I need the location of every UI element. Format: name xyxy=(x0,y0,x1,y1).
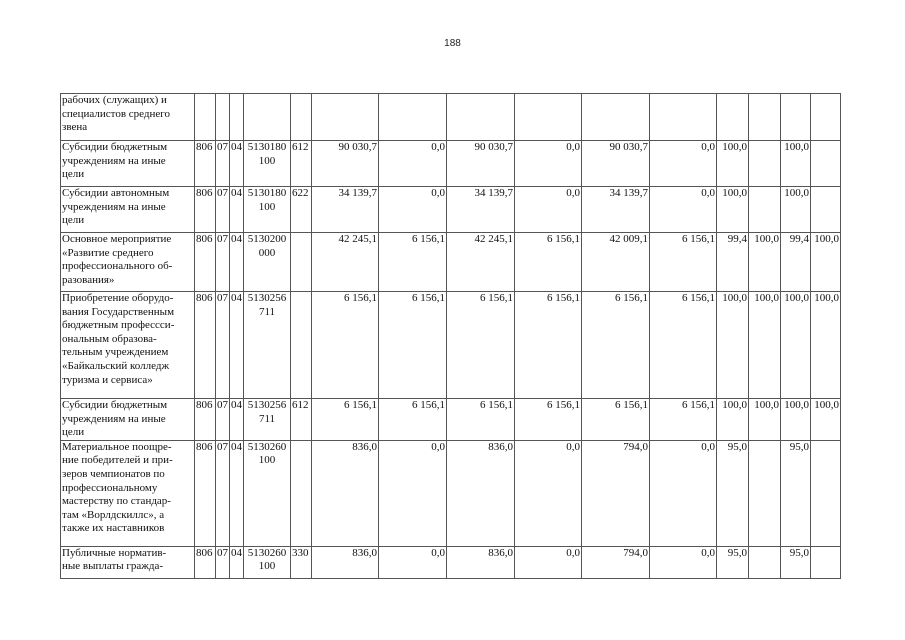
section-code-cell: 07 xyxy=(216,141,230,187)
fact-federal-cell xyxy=(650,94,717,141)
spec-federal-cell: 6 156,1 xyxy=(515,233,582,292)
grbs-code-cell: 806 xyxy=(195,233,216,292)
percent-plan-total-cell: 95,0 xyxy=(717,546,749,578)
spec-total-cell: 836,0 xyxy=(447,546,515,578)
percent-plan-federal-cell xyxy=(749,94,781,141)
percent-plan-total-cell: 100,0 xyxy=(717,399,749,441)
spec-total-cell xyxy=(447,94,515,141)
target-article-cell: 5130256 711 xyxy=(244,399,291,441)
spec-federal-cell xyxy=(515,94,582,141)
expense-type-cell: 622 xyxy=(291,187,312,233)
plan-total-cell: 90 030,7 xyxy=(312,141,379,187)
percent-plan-federal-cell: 100,0 xyxy=(749,233,781,292)
fact-federal-cell: 6 156,1 xyxy=(650,233,717,292)
target-article-cell: 5130180 100 xyxy=(244,141,291,187)
percent-spec-total-cell: 100,0 xyxy=(781,292,811,399)
percent-plan-total-cell: 100,0 xyxy=(717,141,749,187)
target-article-cell: 5130180 100 xyxy=(244,187,291,233)
subsection-code-cell: 04 xyxy=(230,546,244,578)
grbs-code-cell: 806 xyxy=(195,440,216,546)
target-article-cell: 5130200 000 xyxy=(244,233,291,292)
percent-spec-federal-cell xyxy=(811,141,841,187)
plan-federal-cell xyxy=(379,94,447,141)
row-name-cell: Приобретение оборудо- вания Государственным бюджетным профессси- ональным образова- тельным учреждением «Байкальский колледж туризма и сервиса» xyxy=(61,292,195,399)
table-row xyxy=(61,399,841,441)
spec-federal-cell: 6 156,1 xyxy=(515,292,582,399)
grbs-code-cell xyxy=(195,94,216,141)
percent-plan-federal-cell: 100,0 xyxy=(749,292,781,399)
table-row xyxy=(61,440,841,546)
section-code-cell: 07 xyxy=(216,292,230,399)
expense-type-cell: 612 xyxy=(291,399,312,441)
percent-plan-total-cell: 100,0 xyxy=(717,292,749,399)
expense-type-cell xyxy=(291,233,312,292)
percent-spec-federal-cell: 100,0 xyxy=(811,399,841,441)
table-row xyxy=(61,233,841,292)
plan-total-cell: 6 156,1 xyxy=(312,292,379,399)
plan-federal-cell: 0,0 xyxy=(379,187,447,233)
percent-plan-total-cell: 95,0 xyxy=(717,440,749,546)
table-row xyxy=(61,94,841,141)
percent-spec-federal-cell xyxy=(811,546,841,578)
subsection-code-cell: 04 xyxy=(230,187,244,233)
plan-total-cell: 836,0 xyxy=(312,546,379,578)
fact-federal-cell: 6 156,1 xyxy=(650,292,717,399)
section-code-cell: 07 xyxy=(216,546,230,578)
percent-spec-federal-cell xyxy=(811,187,841,233)
percent-spec-total-cell: 100,0 xyxy=(781,399,811,441)
percent-plan-total-cell: 100,0 xyxy=(717,187,749,233)
target-article-cell xyxy=(244,94,291,141)
fact-federal-cell: 6 156,1 xyxy=(650,399,717,441)
fact-total-cell: 6 156,1 xyxy=(582,292,650,399)
fact-total-cell: 6 156,1 xyxy=(582,399,650,441)
section-code-cell xyxy=(216,94,230,141)
plan-total-cell: 6 156,1 xyxy=(312,399,379,441)
table-row xyxy=(61,292,841,399)
fact-total-cell xyxy=(582,94,650,141)
percent-spec-total-cell: 95,0 xyxy=(781,440,811,546)
percent-spec-total-cell: 99,4 xyxy=(781,233,811,292)
row-name-cell: Публичные норматив- ные выплаты гражда- xyxy=(61,546,195,578)
grbs-code-cell: 806 xyxy=(195,187,216,233)
plan-federal-cell: 6 156,1 xyxy=(379,292,447,399)
percent-spec-total-cell: 100,0 xyxy=(781,187,811,233)
expense-type-cell: 612 xyxy=(291,141,312,187)
spec-total-cell: 34 139,7 xyxy=(447,187,515,233)
percent-plan-total-cell xyxy=(717,94,749,141)
page-number: 188 xyxy=(444,38,461,49)
plan-federal-cell: 0,0 xyxy=(379,546,447,578)
plan-total-cell: 836,0 xyxy=(312,440,379,546)
fact-federal-cell: 0,0 xyxy=(650,187,717,233)
section-code-cell: 07 xyxy=(216,233,230,292)
percent-spec-federal-cell: 100,0 xyxy=(811,233,841,292)
spec-federal-cell: 0,0 xyxy=(515,141,582,187)
section-code-cell: 07 xyxy=(216,440,230,546)
subsection-code-cell: 04 xyxy=(230,233,244,292)
budget-table xyxy=(60,93,841,579)
target-article-cell: 5130260 100 xyxy=(244,440,291,546)
percent-spec-federal-cell: 100,0 xyxy=(811,292,841,399)
grbs-code-cell: 806 xyxy=(195,292,216,399)
plan-total-cell: 34 139,7 xyxy=(312,187,379,233)
expense-type-cell xyxy=(291,440,312,546)
spec-federal-cell: 0,0 xyxy=(515,546,582,578)
spec-total-cell: 90 030,7 xyxy=(447,141,515,187)
spec-federal-cell: 0,0 xyxy=(515,187,582,233)
subsection-code-cell: 04 xyxy=(230,292,244,399)
percent-spec-total-cell xyxy=(781,94,811,141)
row-name-cell: Материальное поощре- ние победителей и при- зеров чемпионатов по профессиональному мастерству по стандар- там «Ворлдскиллс», а также их наставников xyxy=(61,440,195,546)
fact-federal-cell: 0,0 xyxy=(650,440,717,546)
fact-total-cell: 34 139,7 xyxy=(582,187,650,233)
subsection-code-cell xyxy=(230,94,244,141)
target-article-cell: 5130260 100 xyxy=(244,546,291,578)
percent-spec-total-cell: 95,0 xyxy=(781,546,811,578)
fact-total-cell: 42 009,1 xyxy=(582,233,650,292)
row-name-cell: Субсидии бюджетным учреждениям на иные цели xyxy=(61,141,195,187)
percent-spec-total-cell: 100,0 xyxy=(781,141,811,187)
subsection-code-cell: 04 xyxy=(230,399,244,441)
fact-total-cell: 794,0 xyxy=(582,546,650,578)
row-name-cell: рабочих (служащих) и специалистов среднего звена xyxy=(61,94,195,141)
percent-plan-total-cell: 99,4 xyxy=(717,233,749,292)
expense-type-cell xyxy=(291,94,312,141)
subsection-code-cell: 04 xyxy=(230,141,244,187)
percent-spec-federal-cell xyxy=(811,440,841,546)
row-name-cell: Субсидии автономным учреждениям на иные цели xyxy=(61,187,195,233)
row-name-cell: Субсидии бюджетным учреждениям на иные цели xyxy=(61,399,195,441)
plan-federal-cell: 0,0 xyxy=(379,141,447,187)
percent-plan-federal-cell xyxy=(749,546,781,578)
fact-federal-cell: 0,0 xyxy=(650,546,717,578)
spec-federal-cell: 0,0 xyxy=(515,440,582,546)
percent-plan-federal-cell xyxy=(749,187,781,233)
table-row xyxy=(61,141,841,187)
percent-plan-federal-cell: 100,0 xyxy=(749,399,781,441)
section-code-cell: 07 xyxy=(216,399,230,441)
percent-plan-federal-cell xyxy=(749,440,781,546)
expense-type-cell xyxy=(291,292,312,399)
table-row xyxy=(61,546,841,578)
plan-federal-cell: 6 156,1 xyxy=(379,233,447,292)
section-code-cell: 07 xyxy=(216,187,230,233)
spec-total-cell: 836,0 xyxy=(447,440,515,546)
spec-total-cell: 42 245,1 xyxy=(447,233,515,292)
percent-spec-federal-cell xyxy=(811,94,841,141)
plan-federal-cell: 6 156,1 xyxy=(379,399,447,441)
table-row xyxy=(61,187,841,233)
spec-total-cell: 6 156,1 xyxy=(447,292,515,399)
subsection-code-cell: 04 xyxy=(230,440,244,546)
row-name-cell: Основное мероприятие «Развитие среднего профессионального об- разования» xyxy=(61,233,195,292)
plan-federal-cell: 0,0 xyxy=(379,440,447,546)
percent-plan-federal-cell xyxy=(749,141,781,187)
target-article-cell: 5130256 711 xyxy=(244,292,291,399)
fact-total-cell: 794,0 xyxy=(582,440,650,546)
plan-total-cell: 42 245,1 xyxy=(312,233,379,292)
spec-federal-cell: 6 156,1 xyxy=(515,399,582,441)
expense-type-cell: 330 xyxy=(291,546,312,578)
grbs-code-cell: 806 xyxy=(195,399,216,441)
grbs-code-cell: 806 xyxy=(195,141,216,187)
grbs-code-cell: 806 xyxy=(195,546,216,578)
spec-total-cell: 6 156,1 xyxy=(447,399,515,441)
fact-federal-cell: 0,0 xyxy=(650,141,717,187)
plan-total-cell xyxy=(312,94,379,141)
fact-total-cell: 90 030,7 xyxy=(582,141,650,187)
